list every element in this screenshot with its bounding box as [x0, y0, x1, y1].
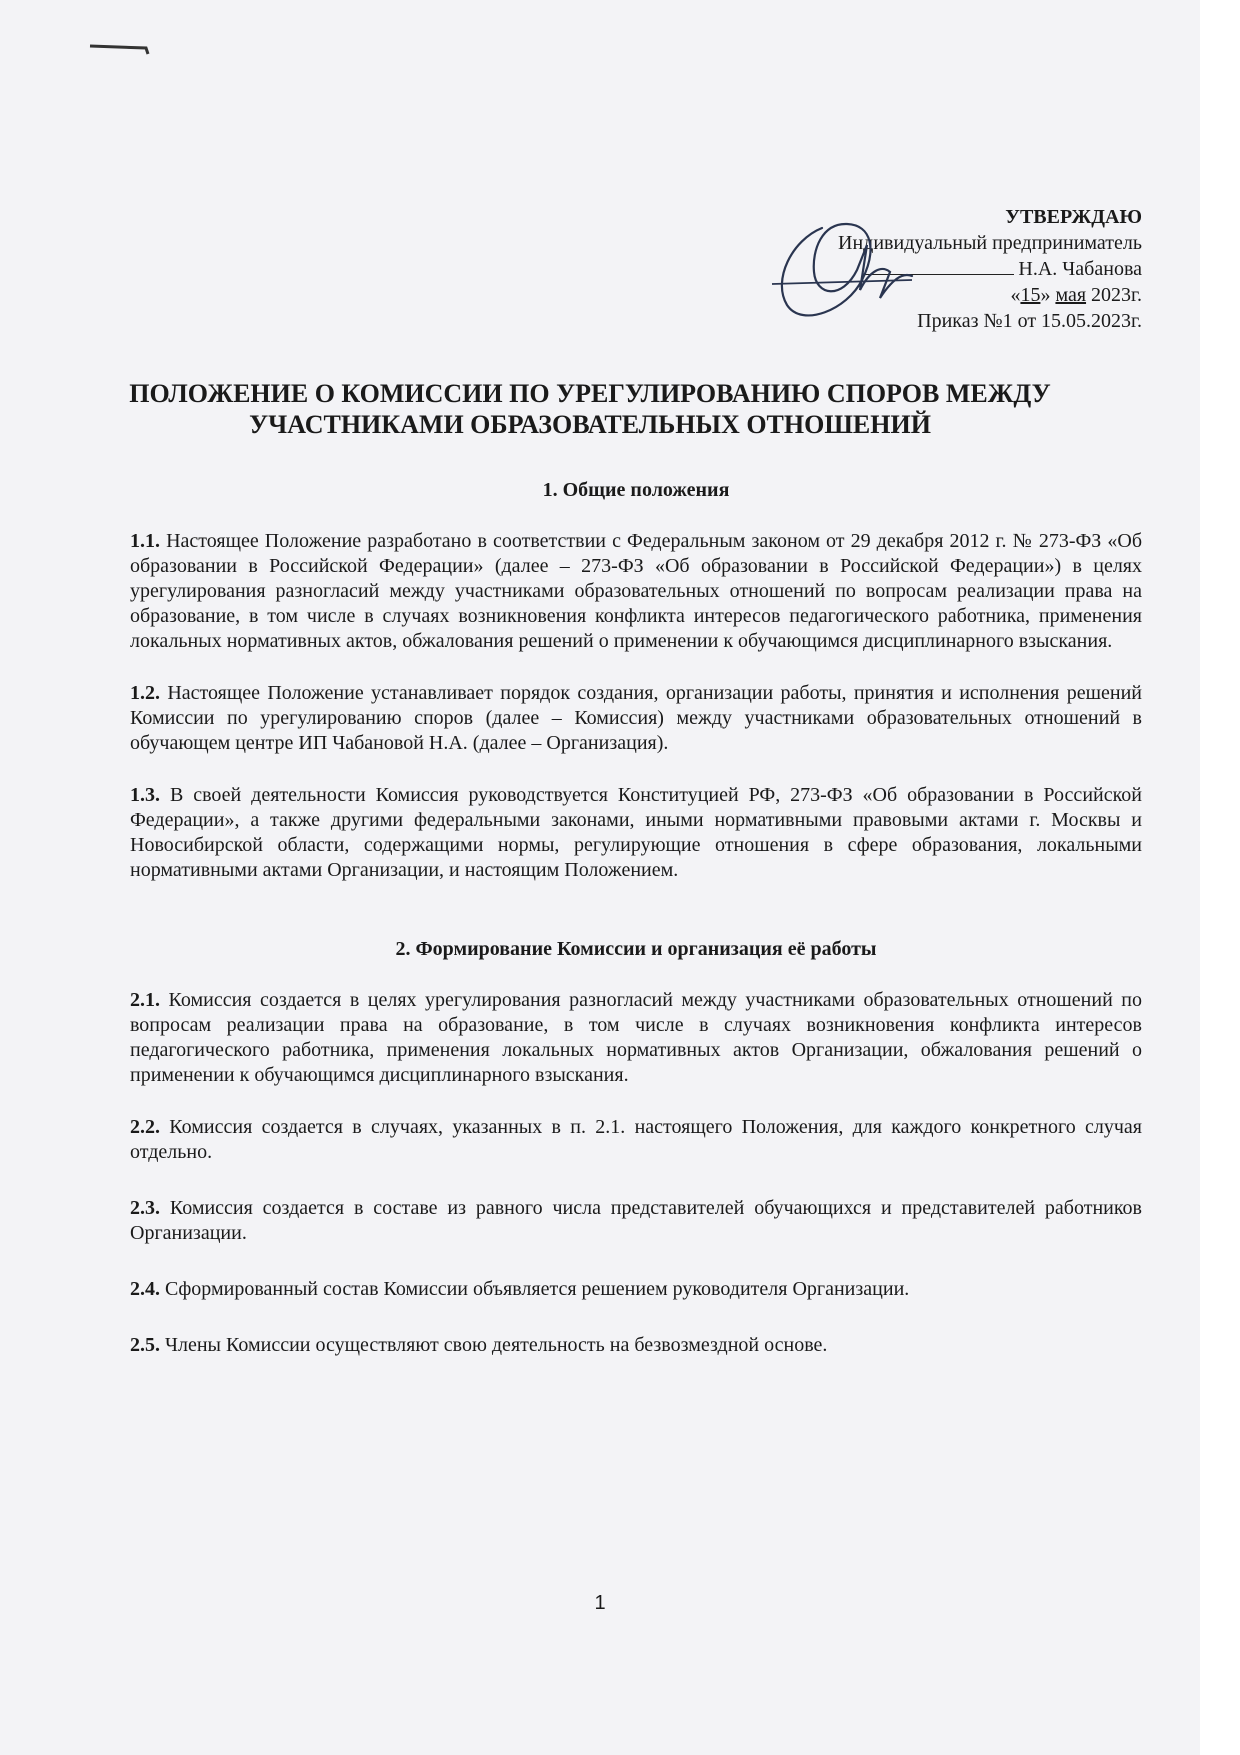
page-number: 1: [594, 1592, 606, 1614]
approval-signer: Н.А. Чабанова: [1018, 258, 1142, 280]
approval-date-day: 15: [1020, 284, 1041, 306]
section-heading: 2. Формирование Комиссии и организация её работы: [395, 938, 877, 960]
approval-heading: УТВЕРЖДАЮ: [1005, 206, 1142, 228]
paragraph-2-4: 2.4. Сформированный состав Комиссии объявляется решением руководителя Организации.: [130, 1278, 910, 1300]
staple-mark: [88, 42, 150, 56]
paragraph-1-3: 1.3. В своей деятельности Комиссия руководствуется Конституцией РФ, 273-ФЗ «Об образовании в Российской Федерации», а также другими федеральными законами, иными нормативными правовыми актами г. Москвы и Новосибирской области, содержащими нормы, регулирующие отношения в сфере образования, локальными нормативными актами Организации, и настоящим Положением.: [130, 784, 1142, 881]
paragraph-1-2: 1.2. Настоящее Положение устанавливает порядок создания, организации работы, принятия и исполнения решений Комиссии по урегулированию споров (далее – Комиссия) между участниками образовательных отношений в обучающем центре ИП Чабановой Н.А. (далее – Организация).: [130, 682, 1142, 754]
signature-line: [864, 256, 1014, 275]
approval-order: Приказ №1 от 15.05.2023г.: [917, 310, 1142, 332]
paragraph-1-1: 1.1. Настоящее Положение разработано в соответствии с Федеральным законом от 29 декабря 2012 г. № 273-ФЗ «Об образовании в Российской Федерации» (далее – 273-ФЗ «Об образовании в Российской Федерации») в целях урегулирования разногласий между участниками образовательных отношений по вопросам реализации права на образование, в том числе в случаях возникновения конфликта интересов педагогического работника, применения локальных нормативных актов, обжалования решений о применении к обучающимся дисциплинарного взыскания.: [130, 530, 1142, 652]
approval-signer-line: [722, 256, 1142, 282]
paragraph-2-5: 2.5. Члены Комиссии осуществляют свою деятельность на безвозмездной основе.: [130, 1334, 828, 1356]
paragraph-2-1: 2.1. Комиссия создается в целях урегулирования разногласий между участниками образовательных отношений по вопросам реализации права на образование, в том числе в случаях возникновения конфликта интересов педагогического работника, применения локальных нормативных актов Организации, обжалования решений о применении к обучающимся дисциплинарного взыскания.: [130, 989, 1142, 1086]
approval-position: Индивидуальный предприниматель: [838, 232, 1142, 254]
approval-date-month: мая: [1055, 284, 1087, 306]
section-heading: 1. Общие положения: [542, 479, 730, 501]
approval-block: [722, 204, 1142, 334]
document-title: ПОЛОЖЕНИЕ О КОМИССИИ ПО УРЕГУЛИРОВАНИЮ СПОРОВ МЕЖДУ УЧАСТНИКАМИ ОБРАЗОВАТЕЛЬНЫХ ОТНОШЕНИЙ: [129, 379, 1051, 439]
approval-date: «15» мая 2023г.: [1010, 284, 1142, 306]
paragraph-2-2: 2.2. Комиссия создается в случаях, указанных в п. 2.1. настоящего Положения, для каждого конкретного случая отдельно.: [130, 1116, 1142, 1163]
document-body: [130, 478, 1142, 1385]
paragraph-2-3: 2.3. Комиссия создается в составе из равного числа представителей обучающихся и представителей работников Организации.: [130, 1197, 1142, 1244]
